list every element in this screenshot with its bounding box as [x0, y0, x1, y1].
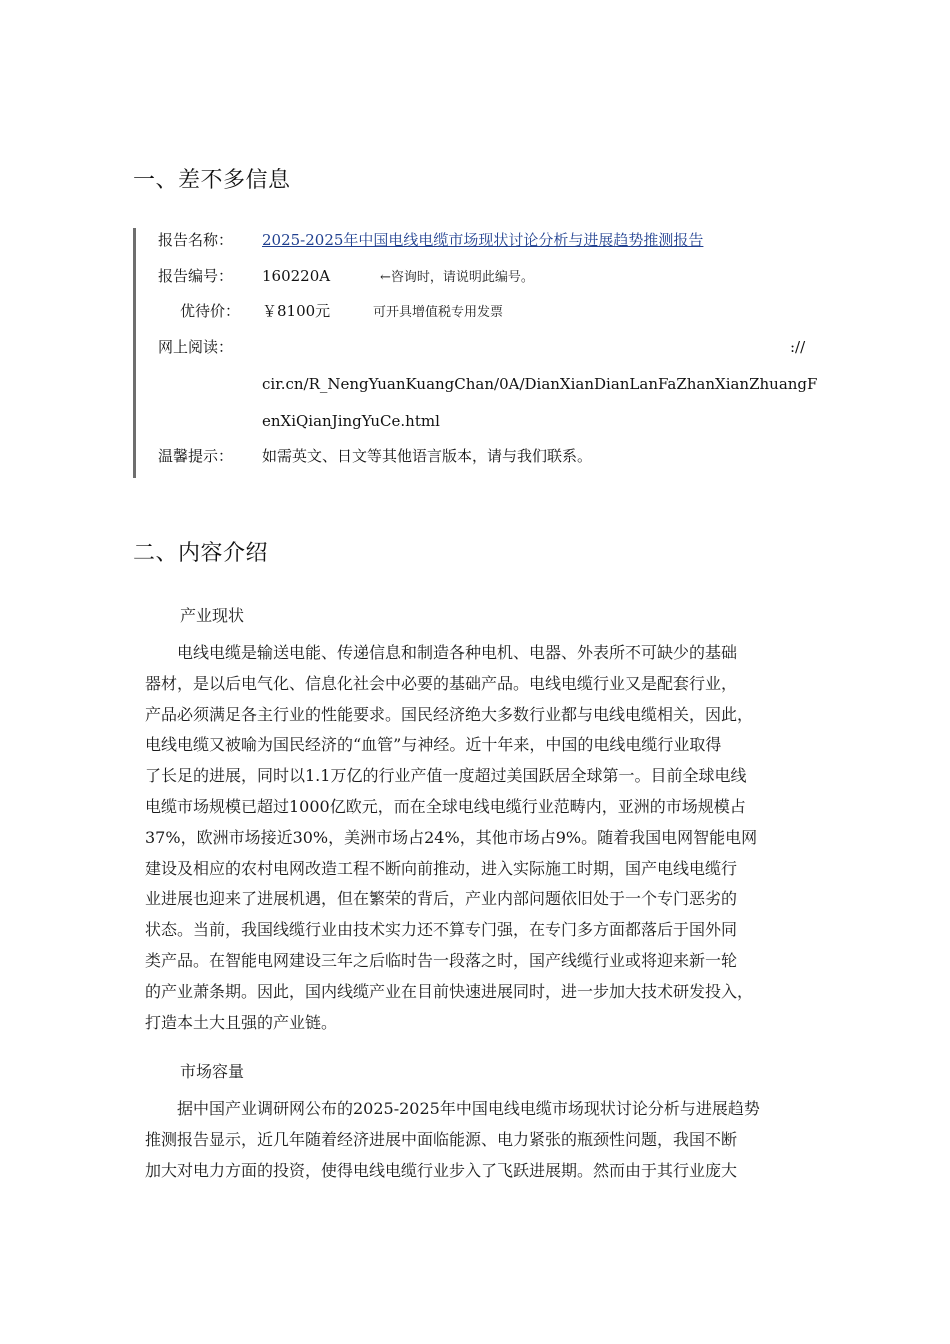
industry-paragraph — [145, 638, 817, 1038]
paragraph-line: 打造本土大且强的产业链。 — [145, 1012, 338, 1032]
report-price-value: ￥8100元 — [262, 302, 331, 320]
paragraph-line: 建设及相应的农村电网改造工程不断向前推动，进入实际施工时期，国产电线电缆行 — [145, 858, 738, 878]
subsection-title-market: 市场容量 — [180, 1062, 245, 1081]
section-heading-content: 二、内容介绍 — [133, 541, 269, 566]
paragraph-line: 电缆市场规模已超过1000亿欧元，而在全球电线电缆行业范畴内，亚洲的市场规模占 — [145, 796, 746, 816]
online-url-line2[interactable]: enXiQianJingYuCe.html — [262, 412, 440, 430]
paragraph-line: 的产业萧条期。因此，国内线缆产业在目前快速进展同时，进一步加大技术研发投入， — [145, 981, 754, 1001]
report-name-link[interactable]: 2025-2025年中国电线电缆市场现状讨论分析与进展趋势推测报告 — [262, 231, 704, 249]
tip-label: 温馨提示： — [158, 447, 234, 465]
paragraph-line: 电线电缆又被喻为国民经济的“血管”与神经。近十年来，中国的电线电缆行业取得 — [145, 735, 722, 755]
section-heading-basic-info: 一、差不多信息 — [133, 168, 291, 193]
online-url-line1[interactable]: cir.cn/R_NengYuanKuangChan/0A/DianXianDianLanFaZhanXianZhuangF — [262, 375, 818, 393]
report-name-label: 报告名称： — [158, 231, 234, 249]
subsection-title-industry: 产业现状 — [180, 606, 245, 625]
tip-value: 如需英文、日文等其他语言版本，请与我们联系。 — [262, 447, 593, 465]
report-code-label: 报告编号： — [158, 267, 234, 285]
paragraph-line: 器材，是以后电气化、信息化社会中必要的基础产品。电线电缆行业又是配套行业， — [145, 673, 738, 693]
online-url-prefix: :// — [790, 338, 806, 356]
online-read-label: 网上阅读： — [158, 338, 234, 356]
paragraph-line: 37%，欧洲市场接近30%，美洲市场占24%，其他市场占9%。随着我国电网智能电网 — [145, 827, 758, 847]
paragraph-line: 状态。当前，我国线缆行业由技术实力还不算专门强，在专门多方面都落后于国外同 — [145, 920, 738, 940]
paragraph-line: 类产品。在智能电网建设三年之后临时告一段落之时，国产线缆行业或将迎来新一轮 — [145, 950, 738, 970]
paragraph-line: 了长足的进展，同时以1.1万亿的行业产值一度超过美国跃居全球第一。目前全球电线 — [145, 766, 747, 786]
market-paragraph — [145, 1094, 817, 1186]
paragraph-line: 据中国产业调研网公布的2025-2025年中国电线电缆市场现状讨论分析与进展趋势 — [145, 1099, 760, 1118]
report-code-value: 160220A — [262, 267, 331, 285]
paragraph-line: 推测报告显示，近几年随着经济进展中面临能源、电力紧张的瓶颈性问题，我国不断 — [145, 1129, 738, 1149]
paragraph-line: 业进展也迎来了进展机遇，但在繁荣的背后，产业内部问题依旧处于一个专门恶劣的 — [145, 889, 738, 909]
report-info-block — [133, 228, 826, 478]
paragraph-line: 加大对电力方面的投资，使得电线电缆行业步入了飞跃进展期。然而由于其行业庞大 — [145, 1160, 738, 1180]
paragraph-line: 电线电缆是输送电能、传递信息和制造各种电机、电器、外表所不可缺少的基础 — [145, 643, 738, 662]
report-code-note: ←咨询时，请说明此编号。 — [380, 270, 534, 285]
paragraph-line: 产品必须满足各主行业的性能要求。国民经济绝大多数行业都与电线电缆相关，因此， — [145, 704, 754, 724]
report-price-note: 可开具增值税专用发票 — [373, 305, 504, 320]
report-price-label: 优待价： — [179, 302, 240, 320]
